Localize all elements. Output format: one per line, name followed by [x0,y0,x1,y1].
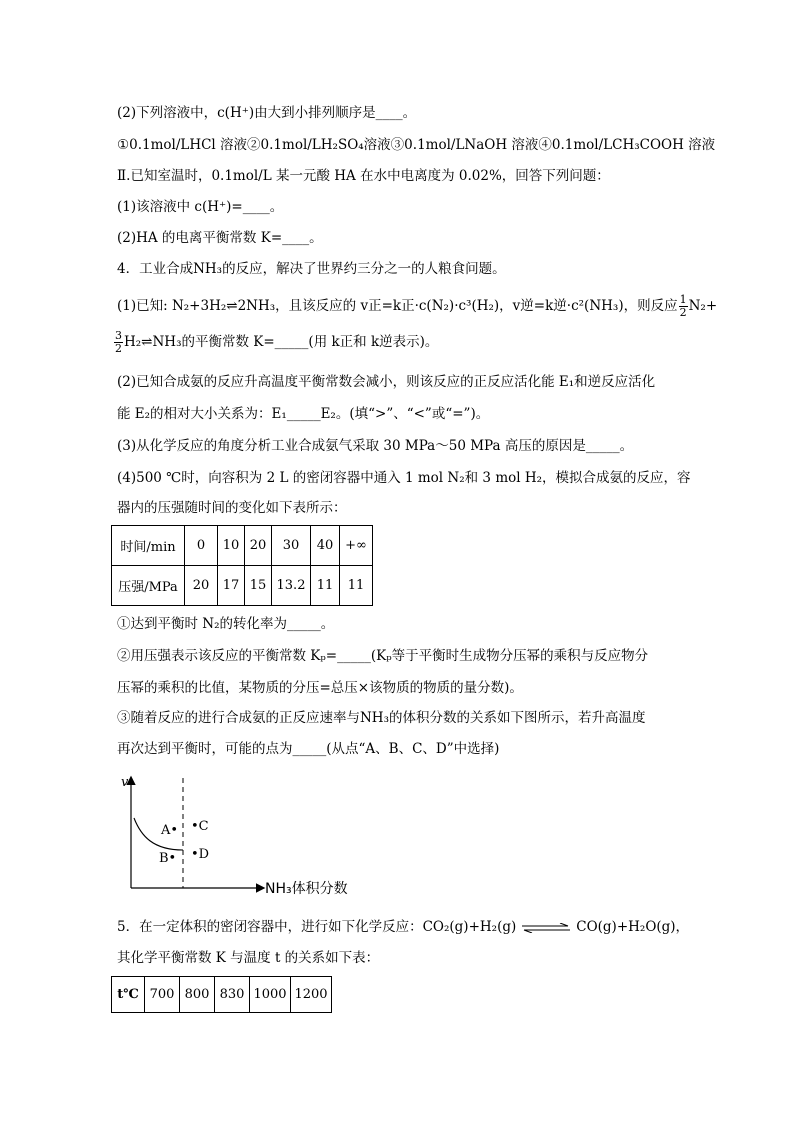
text-line: ②用压强表示该反应的平衡常数 Kₚ=_____(Kₚ等于平衡时生成物分压幂的乘积与反应物分 [117,648,649,664]
pressure-time-table [111,525,373,606]
text-line: (2)HA 的电离平衡常数 K=____。 [117,230,323,246]
table-cell: 15 [245,566,272,606]
text-line [113,330,438,355]
table-row [112,526,373,566]
table-row [112,566,373,606]
text-line: ③随着反应的进行合成氨的正反应速率与NH₃的体积分数的关系如下图所示，若升高温度 [117,710,646,726]
text-segment: 5．在一定体积的密闭容器中，进行如下化学反应：CO₂(g)+H₂(g) [117,919,517,935]
table-row [112,977,332,1013]
x-axis-label: NH₃体积分数 [265,881,348,897]
table-cell: 1200 [291,977,332,1013]
text-line: 其化学平衡常数 K 与温度 t 的关系如下表： [117,950,380,966]
fraction-numerator: 1 [679,293,687,306]
k-temperature-table [111,976,332,1013]
table-cell: 830 [215,977,250,1013]
text-segment: H₂⇌NH₃的平衡常数 K=_____(用 k正和 k逆表示)。 [124,334,439,350]
table-cell: 压强/MPa [112,566,185,606]
table-cell: 1000 [250,977,291,1013]
text-segment: CO(g)+H₂O(g)， [576,919,690,935]
fraction-numerator: 3 [115,329,122,342]
text-line: (2)已知合成氨的反应升高温度平衡常数会减小，则该反应的正反应活化能 E₁和逆反应活化 [117,374,656,390]
equilibrium-arrow-icon [520,923,572,933]
table-cell: 30 [272,526,311,566]
table-cell: t℃ [112,977,145,1013]
text-line: 再次达到平衡时，可能的点为_____(从点“A、B、C、D”中选择) [117,741,500,757]
y-axis-label: v [121,775,129,790]
table-cell: 13.2 [272,566,311,606]
fraction-denominator: 2 [679,306,687,319]
fraction-denominator: 2 [115,342,122,355]
fraction-three-halves [114,330,123,355]
text-line: Ⅱ.已知室温时，0.1mol/L 某一元酸 HA 在水中电离度为 0.02%，回答下列问题： [117,168,610,184]
text-line [117,294,717,319]
text-segment: N₂+ [688,298,718,314]
text-line: 压幂的乘积的比值，某物质的分压=总压×该物质的物质的量分数)。 [117,680,523,696]
rate-vs-nh3-diagram [115,770,375,900]
text-line: 能 E₂的相对大小关系为：E₁_____E₂。(填“>”、“<”或“=”)。 [117,406,490,422]
table-cell: 40 [311,526,340,566]
text-line: (3)从化学反应的角度分析工业合成氨气采取 30 MPa～50 MPa 高压的原因是_____。 [117,438,634,454]
table-cell: 800 [180,977,215,1013]
table-cell: 700 [145,977,180,1013]
text-line: ①达到平衡时 N₂的转化率为_____。 [117,616,335,632]
text-line: 器内的压强随时间的变化如下表所示： [117,500,347,516]
question-4-heading: 4．工业合成NH₃的反应，解决了世界约三分之一的人粮食问题。 [117,261,506,277]
table-cell: 20 [245,526,272,566]
text-segment: (1)已知: N₂+3H₂⇌2NH₃，且该反应的 v正=k正·c(N₂)·c³(H₂)，v逆=k逆·c²(NH₃)，则反应 [117,298,678,314]
table-cell: 20 [185,566,218,606]
point-d-label: •D [191,847,210,862]
table-cell: 17 [218,566,245,606]
point-a-label: A• [161,823,179,838]
point-c-label: •C [191,819,209,834]
table-cell: 11 [311,566,340,606]
table-cell: 时间/min [112,526,185,566]
point-b-label: B• [159,851,177,866]
table-cell: 11 [340,566,373,606]
table-cell: 10 [218,526,245,566]
fraction-half [679,294,688,319]
table-cell: +∞ [340,526,373,566]
question-5-heading [117,917,689,937]
table-cell: 0 [185,526,218,566]
text-line: (4)500 ℃时，向容积为 2 L 的密闭容器中通入 1 mol N₂和 3 mol H₂，模拟合成氨的反应，容 [117,470,691,486]
text-line: (1)该溶液中 c(H⁺)=____。 [117,199,284,215]
text-line: (2)下列溶液中，c(H⁺)由大到小排列顺序是____。 [117,105,417,121]
text-line: ①0.1mol/LHCl 溶液②0.1mol/LH₂SO₄溶液③0.1mol/LNaOH 溶液④0.1mol/LCH₃COOH 溶液 [117,137,716,153]
